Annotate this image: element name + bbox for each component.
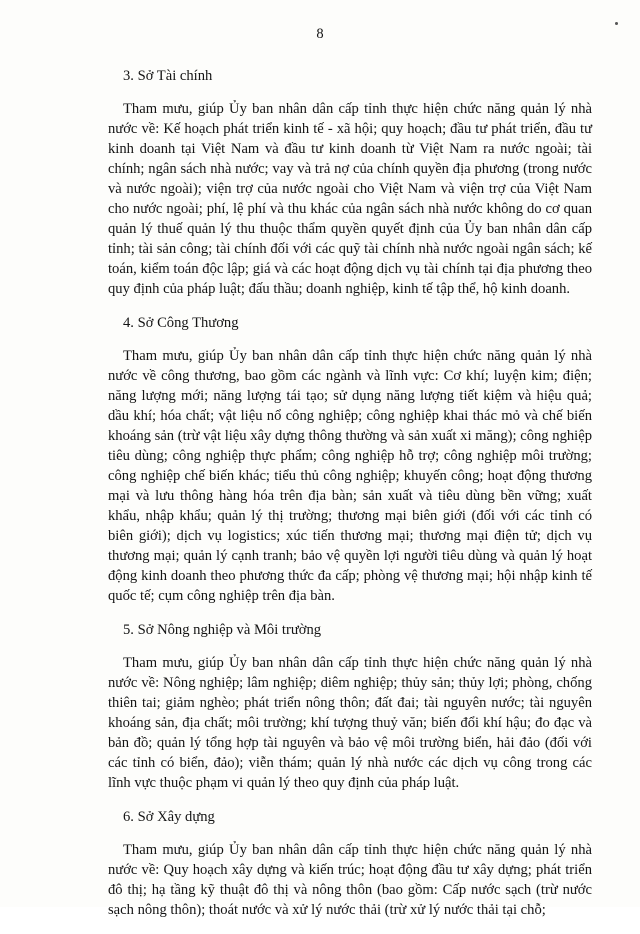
section-heading-cong-thuong: 4. Sở Công Thương [123,315,239,331]
scan-mark [615,22,618,25]
section-body-cong-thuong: Tham mưu, giúp Ủy ban nhân dân cấp tỉnh thực hiện chức năng quản lý nhà nước về công thương, bao gồm các ngành và lĩnh vực: Cơ khí; luyện kim; điện; năng lượng mới; năng lượng tái tạo; sử dụng năng lượng tiết kiệm và hiệu quả; dầu khí; hóa chất; vật liệu nổ công nghiệp; công nghiệp khai thác mỏ và chế biến khoáng sản (trừ vật liệu xây dựng thông thường và sản xuất xi măng); công nghiệp tiêu dùng; công nghiệp thực phẩm; công nghiệp hỗ trợ; công nghiệp môi trường; công nghiệp chế biến khác; tiểu thủ công nghiệp; khuyến công; hoạt động thương mại và lưu thông hàng hóa trên địa bàn; sản xuất và tiêu dùng bền vững; xuất khẩu, nhập khẩu; quản lý thị trường; thương mại biên giới (đối với các tỉnh có biên giới); dịch vụ logistics; xúc tiến thương mại; thương mại điện tử; dịch vụ thương mại; quản lý cạnh tranh; bảo vệ quyền lợi người tiêu dùng và quản lý hoạt động kinh doanh theo phương thức đa cấp; phòng vệ thương mại; hội nhập kinh tế quốc tế; cụm công nghiệp trên địa bàn. [108,348,592,604]
section-body-nong-nghiep: Tham mưu, giúp Ủy ban nhân dân cấp tỉnh thực hiện chức năng quản lý nhà nước về: Nông nghiệp; lâm nghiệp; diêm nghiệp; thủy sản; thủy lợi; phòng, chống thiên tai; giảm nghèo; phát triển nông thôn; đất đai; tài nguyên nước; tài nguyên khoáng sản, địa chất; môi trường; khí tượng thuỷ văn; biến đổi khí hậu; đo đạc và bản đồ; quản lý tổng hợp tài nguyên và bảo vệ môi trường biển, hải đảo (đối với các tỉnh có biển, đảo); viễn thám; quản lý nhà nước các dịch vụ công trong các lĩnh vực thuộc phạm vi quản lý theo quy định của pháp luật. [108,655,592,791]
document-body [108,66,592,934]
section-heading-xay-dung: 6. Sở Xây dựng [123,809,215,825]
section-heading-tai-chinh: 3. Sở Tài chính [123,68,213,84]
section-body-tai-chinh: Tham mưu, giúp Ủy ban nhân dân cấp tỉnh thực hiện chức năng quản lý nhà nước về: Kế hoạch phát triển kinh tế - xã hội; quy hoạch; đầu tư phát triển, đầu tư kinh doanh tại Việt Nam và đầu tư kinh doanh từ Việt Nam ra nước ngoài; tài chính; ngân sách nhà nước; vay và trả nợ của chính quyền địa phương (trong nước và nước ngoài); viện trợ của nước ngoài cho Việt Nam và viện trợ của Việt Nam cho nước ngoài; phí, lệ phí và thu khác của ngân sách nhà nước không do cơ quan quản lý thuế quản lý thu thuộc thẩm quyền quyết định của Ủy ban nhân dân cấp tỉnh; tài sản công; tài chính đối với các quỹ tài chính nhà nước ngoài ngân sách; kế toán, kiểm toán độc lập; giá và các hoạt động dịch vụ tài chính tại địa phương theo quy định của pháp luật; đấu thầu; doanh nghiệp, kinh tế tập thể, hộ kinh doanh. [108,101,592,297]
section-heading-nong-nghiep: 5. Sở Nông nghiệp và Môi trường [123,622,322,638]
section-body-xay-dung: Tham mưu, giúp Ủy ban nhân dân cấp tỉnh thực hiện chức năng quản lý nhà nước về: Quy hoạch xây dựng và kiến trúc; hoạt động đầu tư xây dựng; phát triển đô thị; hạ tầng kỹ thuật đô thị và nông thôn (bao gồm: Cấp nước sạch (trừ nước sạch nông thôn); thoát nước và xử lý nước thải (trừ xử lý nước thải tại chỗ; [108,842,592,918]
page-number: 8 [316,26,324,42]
